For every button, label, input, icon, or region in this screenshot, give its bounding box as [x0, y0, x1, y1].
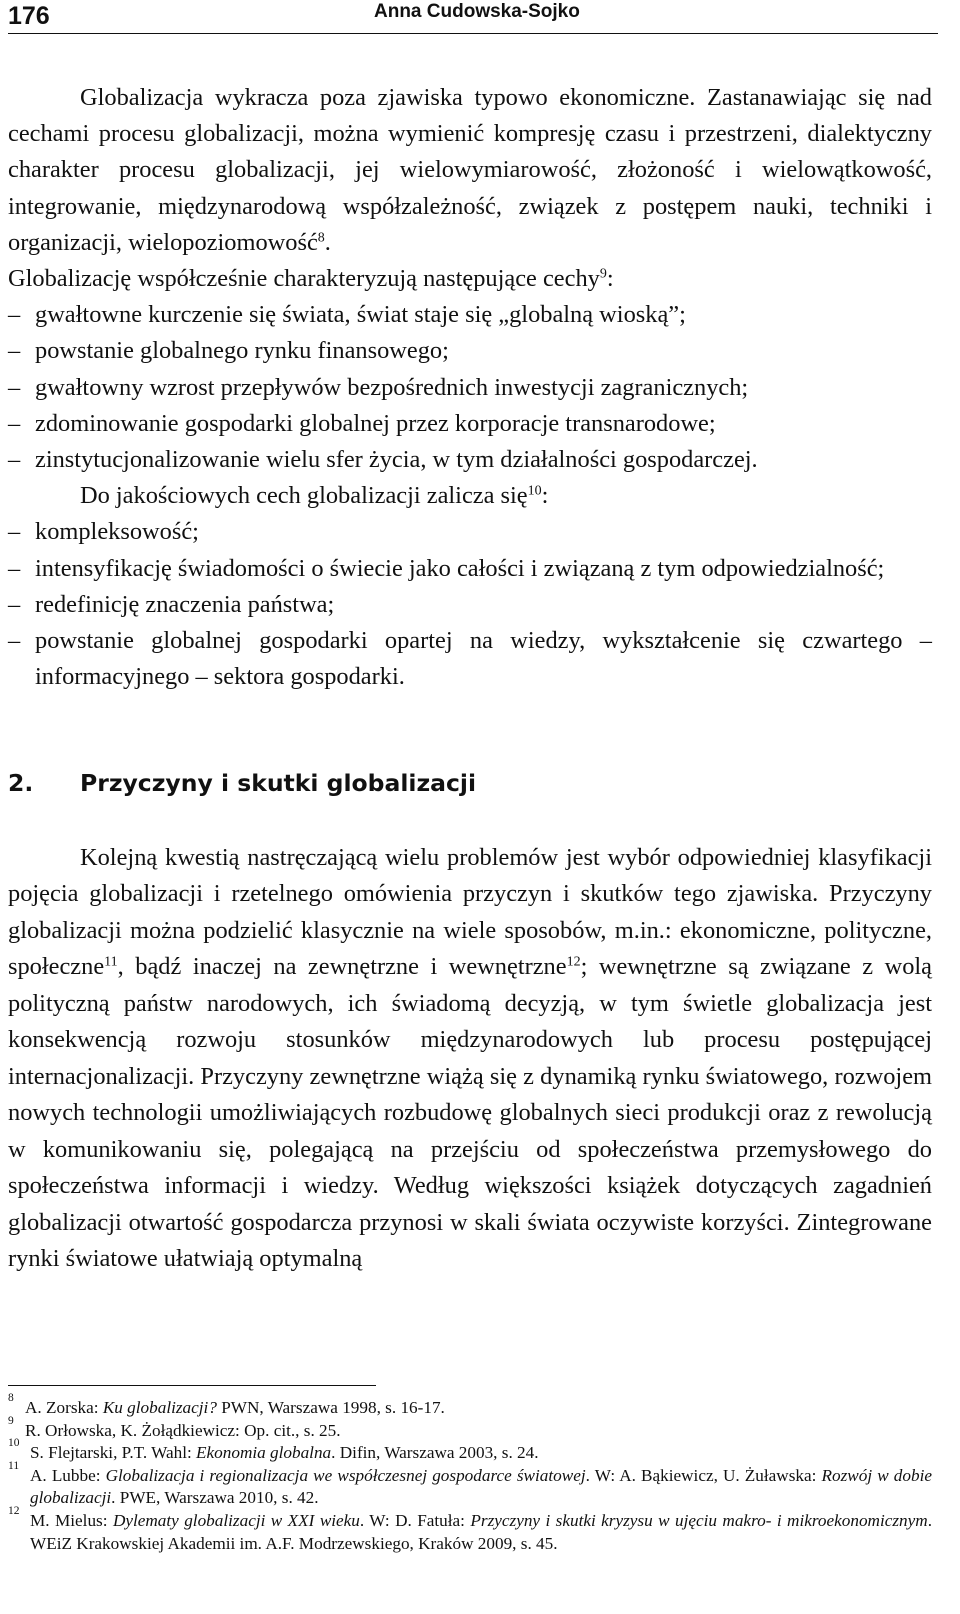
- footnote-12: 12 M. Mielus: Dylematy globalizacji w XXI wieku. W: D. Fatuła: Przyczyny i skutki kryzysu w ujęciu makro- i mikroekonomicznym. WEiZ Krakowskiej Akademii im. A.F. Modrzewskiego, Kraków 2009, s. 45.: [8, 1504, 932, 1553]
- list-item: – powstanie globalnego rynku finansowego;: [8, 333, 932, 369]
- list-item: – powstanie globalnej gospodarki opartej na wiedzy, wykształcenie się czwartego – informacyjnego – sektora gospodarki.: [8, 623, 932, 695]
- footnote-mark: 9: [8, 1414, 14, 1427]
- footnotes: [8, 1392, 932, 1555]
- list-item: – zdominowanie gospodarki globalnej przez korporacje transnarodowe;: [8, 406, 932, 442]
- footnote-8: 8 A. Zorska: Ku globalizacji? PWN, Warszawa 1998, s. 16-17.: [8, 1392, 445, 1417]
- footnote-mark: 11: [8, 1459, 20, 1472]
- footnote-9: 9 R. Orłowska, K. Żołądkiewicz: Op. cit., s. 25.: [8, 1414, 341, 1440]
- footnote-10: 10 S. Flejtarski, P.T. Wahl: Ekonomia globalna. Difin, Warszawa 2003, s. 24.: [8, 1437, 539, 1463]
- footnote-ref-9[interactable]: 9: [599, 266, 607, 282]
- list-item: – redefinicję znaczenia państwa;: [8, 587, 932, 623]
- list-item: – gwałtowne kurczenie się świata, świat staje się „globalną wioską”;: [8, 297, 932, 333]
- paragraph-text: Globalizacja wykracza poza zjawiska typowo ekonomiczne. Zastanawiając się nad cechami procesu globalizacji, można wymienić kompresję czasu i przestrzeni, dialektyczny charakter procesu globalizacji, jej wielowymiarowość, złożoność i wielowątkowość, integrowanie, międzynarodową współzależność, związek z postępem nauki, techniki i organizacji, wielopoziomowość: [8, 84, 932, 256]
- footnote-ref-10[interactable]: 10: [527, 483, 542, 499]
- section-2-body: [8, 840, 932, 1277]
- paragraph-text: Globalizację współcześnie charakteryzują następujące cechy: [8, 265, 600, 293]
- section-number: 2.: [8, 769, 34, 797]
- footnote-mark: 12: [8, 1504, 20, 1517]
- characteristics-list: [8, 297, 932, 478]
- list-item: – zinstytucjonalizowanie wielu sfer życia, w tym działalności gospodarczej.: [8, 442, 932, 478]
- paragraph-qualitative-intro: Do jakościowych cech globalizacji zalicza się$^{10}$:: [80, 482, 549, 510]
- list-item: – gwałtowny wzrost przepływów bezpośrednich inwestycji zagranicznych;: [8, 370, 932, 406]
- footnote-ref-12[interactable]: 12: [566, 954, 581, 970]
- footnote-mark: 8: [8, 1392, 14, 1404]
- qualitative-features-list: [8, 514, 932, 695]
- running-head: [8, 0, 938, 32]
- footnote-mark: 10: [8, 1437, 20, 1450]
- list-item: – kompleksowość;: [8, 514, 932, 550]
- footnote-ref-11[interactable]: 11: [104, 954, 118, 970]
- footnote-separator: [8, 1385, 376, 1386]
- running-head-author: Anna Cudowska-Sojko: [374, 1, 580, 22]
- section-title: Przyczyny i skutki globalizacji: [80, 769, 477, 797]
- list-item: – intensyfikację świadomości o świecie jako całości i związaną z tym odpowiedzialność;: [8, 551, 932, 587]
- section-heading: [8, 766, 932, 800]
- footnote-11: 11 A. Lubbe: Globalizacja i regionalizacja we współczesnej gospodarce światowej. W: A. Bąkiewicz, U. Żuławska: Rozwój w dobie globalizacji. PWE, Warszawa 2010, s. 42.: [8, 1459, 932, 1508]
- paragraph-characteristics-intro: Globalizację współcześnie charakteryzują następujące cechy$^9$:: [8, 265, 614, 293]
- paragraph-causes: Kolejną kwestią nastręczającą wielu problemów jest wybór odpowiedniej klasyfikacji pojęcia globalizacji i rzetelnego omówienia przyczyn i skutków tego zjawiska. Przyczyny globalizacji można podzielić klasycznie na wiele sposobów, m.in.: ekonomiczne, polityczne, społeczne$^{11}$, bądź inaczej na zewnętrzne i wewnętrzne$^{12}$; wewnętrzne są związane z wolą polityczną państw narodowych, ich świadomą decyzją, w tym świetle globalizacja jest konsekwencją rozwoju stosunków międzynarodowych lub procesu postępującej internacjonalizacji. Przyczyny zewnętrzne wiążą się z dynamiką rynku światowego, rozwojem nowych technologii umożliwiających rozbudowę globalnych sieci produkcji oraz z rewolucją w komunikowaniu się, polegającą na przejściu od społeczeństwa przemysłowego do społeczeństwa informacji i wiedzy. Według większości książek dotyczących zagadnień globalizacji otwartość gospodarcza przynosi w skali świata oczywiste korzyści. Zintegrowane rynki światowe ułatwiają optymalną: [8, 844, 932, 1272]
- section-1-body: [8, 80, 932, 695]
- paragraph-text: Do jakościowych cech globalizacji zalicza się: [80, 482, 528, 510]
- header-rule: [8, 33, 938, 34]
- page-number: 176: [8, 2, 50, 30]
- footnote-ref-8[interactable]: 8: [317, 230, 325, 246]
- paragraph-globalization-features: Globalizacja wykracza poza zjawiska typowo ekonomiczne. Zastanawiając się nad cechami procesu globalizacji, można wymienić kompresję czasu i przestrzeni, dialektyczny charakter procesu globalizacji, jej wielowymiarowość, złożoność i wielowątkowość, integrowanie, międzynarodową współzależność, związek z postępem nauki, techniki i organizacji, wielopoziomowość$^8$.: [8, 84, 932, 256]
